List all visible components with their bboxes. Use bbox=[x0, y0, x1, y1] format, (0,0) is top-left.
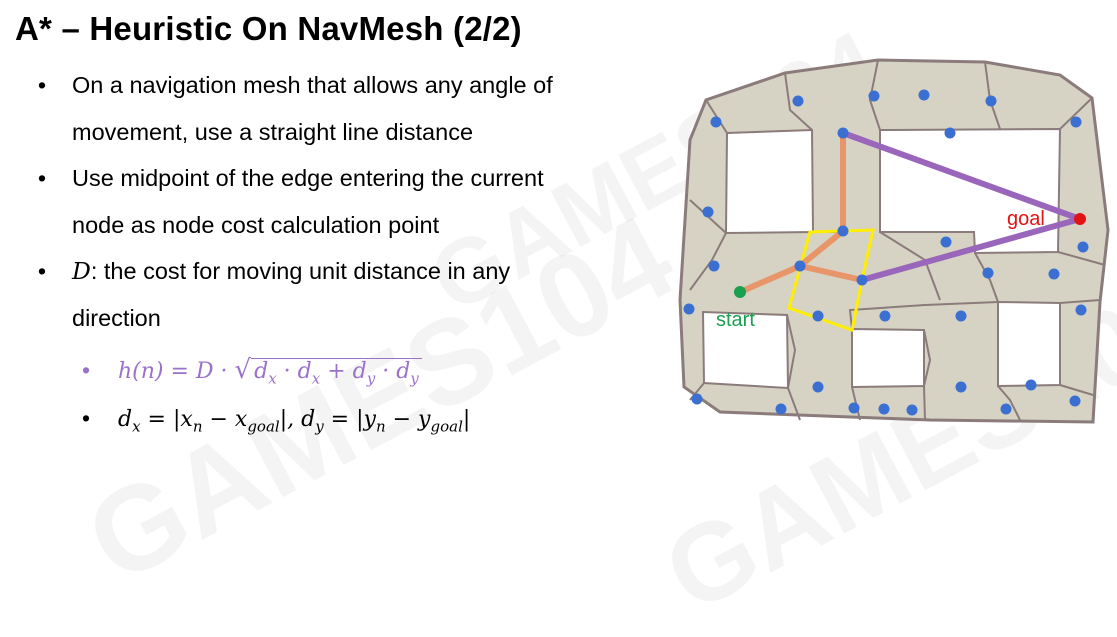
node bbox=[1070, 396, 1081, 407]
formula-list bbox=[82, 346, 470, 442]
node bbox=[919, 90, 930, 101]
bullet-list bbox=[36, 62, 636, 341]
bullet-text: : the cost for moving unit distance in any bbox=[90, 258, 511, 284]
goal-marker bbox=[1074, 213, 1086, 225]
bullet-text-line: Use midpoint of the edge entering the current bbox=[72, 165, 544, 191]
node bbox=[838, 128, 849, 139]
node bbox=[1076, 305, 1087, 316]
navmesh-diagram bbox=[676, 52, 1116, 432]
formula-distance bbox=[82, 394, 470, 442]
node bbox=[795, 261, 806, 272]
node bbox=[813, 311, 824, 322]
node bbox=[945, 128, 956, 139]
node bbox=[941, 237, 952, 248]
formula-heuristic bbox=[82, 346, 470, 394]
bullet-unit-cost bbox=[36, 248, 636, 341]
node bbox=[692, 394, 703, 405]
node bbox=[813, 382, 824, 393]
node bbox=[793, 96, 804, 107]
start-label: start bbox=[716, 309, 755, 331]
bullet-marker: • bbox=[37, 165, 47, 191]
node bbox=[986, 96, 997, 107]
node bbox=[880, 311, 891, 322]
node bbox=[838, 226, 849, 237]
bullet-marker: • bbox=[37, 258, 47, 284]
bullet-text-line: movement, use a straight line distance bbox=[72, 118, 474, 145]
node bbox=[1078, 242, 1089, 253]
node bbox=[956, 311, 967, 322]
bullet-text-line: On a navigation mesh that allows any angle of bbox=[72, 72, 553, 98]
formula-d: $d_x = |x_n - x_{goal}|$, $d_y = |y_n - y_{goal}|$ bbox=[118, 407, 471, 436]
slide-title: A* – Heuristic On NavMesh (2/2) bbox=[15, 10, 522, 47]
bullet-marker: • bbox=[82, 357, 91, 383]
node bbox=[684, 304, 695, 315]
node bbox=[1001, 404, 1012, 415]
node bbox=[711, 117, 722, 128]
formula-h: h(n) = D · √ $d_x \cdot d_x + d_y \cdot d_y$ bbox=[118, 359, 422, 384]
node bbox=[956, 382, 967, 393]
node bbox=[879, 404, 890, 415]
bullet-straight-line bbox=[36, 62, 636, 155]
node bbox=[703, 207, 714, 218]
node bbox=[709, 261, 720, 272]
bullet-text-line: node as node cost calculation point bbox=[72, 211, 440, 238]
node bbox=[869, 91, 880, 102]
node bbox=[776, 404, 787, 415]
node bbox=[857, 275, 868, 286]
start-marker bbox=[734, 286, 746, 298]
node bbox=[983, 268, 994, 279]
node bbox=[907, 405, 918, 416]
bullet-marker: • bbox=[82, 405, 91, 431]
bullet-text-line: direction bbox=[72, 304, 161, 331]
node bbox=[849, 403, 860, 414]
bullet-marker: • bbox=[37, 72, 47, 98]
node bbox=[1026, 380, 1037, 391]
bullet-text-line bbox=[72, 248, 636, 295]
goal-label: goal bbox=[1007, 208, 1045, 230]
bullet-midpoint bbox=[36, 155, 636, 248]
symbol-d: D bbox=[72, 257, 91, 285]
node bbox=[1049, 269, 1060, 280]
node bbox=[1071, 117, 1082, 128]
